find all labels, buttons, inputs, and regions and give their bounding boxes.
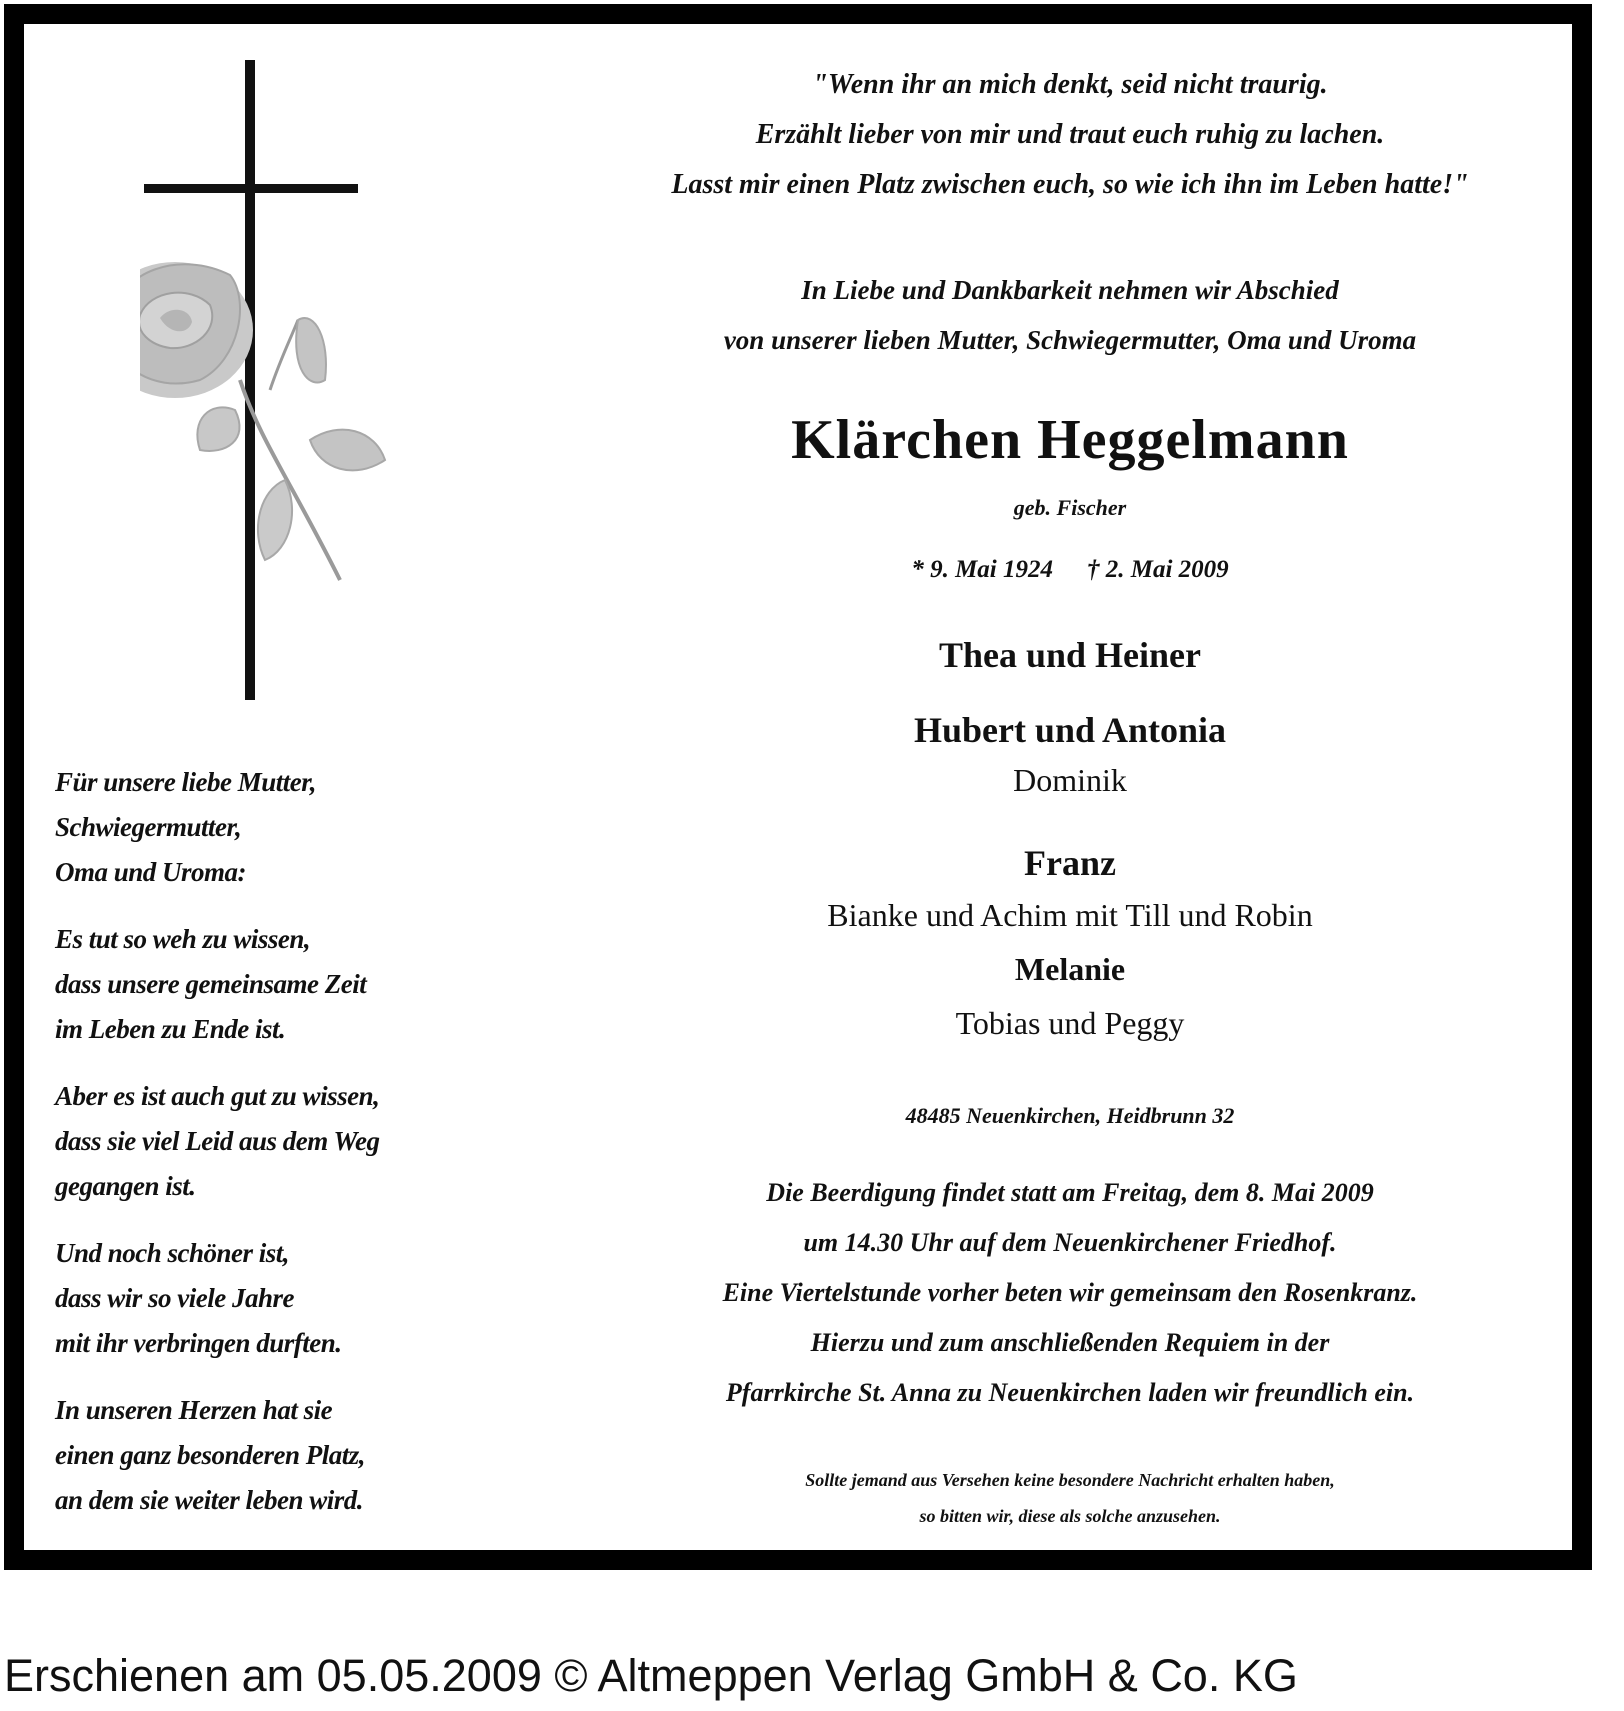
funeral-line: Hierzu und zum anschließenden Requiem in der — [810, 1328, 1330, 1357]
family-group-2-sub: Dominik — [1013, 762, 1127, 798]
death-date: † 2. Mai 2009 — [1087, 556, 1229, 583]
publication-credit: Erschienen am 05.05.2009 © Altmeppen Verlag GmbH & Co. KG — [4, 1650, 1298, 1701]
intro-line: In Liebe und Dankbarkeit nehmen wir Abschied — [801, 275, 1339, 305]
poem-stanza — [55, 1231, 525, 1366]
left-poem — [55, 760, 525, 1545]
poem-line: Oma und Uroma: — [55, 857, 247, 887]
deceased-name: Klärchen Heggelmann — [791, 409, 1349, 471]
family-group-3 — [545, 838, 1595, 1050]
funeral-info — [545, 1168, 1595, 1418]
funeral-line: Pfarrkirche St. Anna zu Neuenkirchen laden wir freundlich ein. — [725, 1378, 1415, 1407]
family-address: 48485 Neuenkirchen, Heidbrunn 32 — [905, 1103, 1235, 1128]
funeral-line: Die Beerdigung findet statt am Freitag, dem 8. Mai 2009 — [766, 1178, 1374, 1207]
family-member-line: Bianke und Achim mit Till und Robin — [827, 897, 1313, 933]
poem-line: Schwiegermutter, — [55, 812, 242, 842]
poem-stanza — [55, 1074, 525, 1209]
poem-line: an dem sie weiter leben wird. — [55, 1485, 363, 1515]
life-dates — [545, 552, 1595, 588]
poem-stanza — [55, 917, 525, 1052]
quote-line: Lasst mir einen Platz zwischen euch, so wie ich ihn im Leben hatte!" — [671, 169, 1469, 200]
intro-line: von unserer lieben Mutter, Schwiegermutter, Oma und Uroma — [723, 325, 1417, 355]
farewell-intro — [545, 265, 1595, 365]
poem-line: dass sie viel Leid aus dem Weg — [55, 1126, 380, 1156]
poem-line: mit ihr verbringen durften. — [55, 1328, 342, 1358]
funeral-line: um 14.30 Uhr auf dem Neuenkirchener Friedhof. — [803, 1228, 1337, 1257]
poem-line: Für unsere liebe Mutter, — [55, 767, 317, 797]
poem-line: Und noch schöner ist, — [55, 1238, 290, 1268]
family-group-1: Thea und Heiner — [938, 635, 1202, 675]
opening-quote — [545, 60, 1595, 210]
cross-icon — [140, 60, 400, 700]
quote-line: Erzählt lieber von mir und traut euch ruhig zu lachen. — [755, 119, 1385, 150]
funeral-line: Eine Viertelstunde vorher beten wir gemeinsam den Rosenkranz. — [722, 1278, 1418, 1307]
family-group-2-title: Hubert und Antonia — [913, 710, 1227, 750]
poem-stanza — [55, 760, 525, 895]
family-group-2 — [545, 705, 1595, 805]
cross-rose-illustration — [140, 60, 400, 700]
notice-note — [545, 1462, 1595, 1534]
poem-line: im Leben zu Ende ist. — [55, 1014, 286, 1044]
birth-name: geb. Fischer — [1013, 495, 1127, 520]
poem-line: einen ganz besonderen Platz, — [55, 1440, 366, 1470]
poem-line: Aber es ist auch gut zu wissen, — [55, 1081, 380, 1111]
family-member-line: Melanie — [1014, 951, 1126, 987]
poem-line: gegangen ist. — [55, 1171, 196, 1201]
birth-date: * 9. Mai 1924 — [911, 556, 1053, 583]
poem-line: In unseren Herzen hat sie — [55, 1395, 333, 1425]
family-member-line: Tobias und Peggy — [955, 1005, 1185, 1041]
poem-line: Es tut so weh zu wissen, — [55, 924, 311, 954]
quote-line: "Wenn ihr an mich denkt, seid nicht traurig. — [812, 69, 1328, 100]
poem-stanza — [55, 1388, 525, 1523]
poem-line: dass unsere gemeinsame Zeit — [55, 969, 367, 999]
note-line: Sollte jemand aus Versehen keine besondere Nachricht erhalten haben, — [805, 1470, 1335, 1490]
family-group-3-title: Franz — [1024, 843, 1116, 883]
note-line: so bitten wir, diese als solche anzusehen. — [919, 1506, 1221, 1526]
poem-line: dass wir so viele Jahre — [55, 1283, 295, 1313]
